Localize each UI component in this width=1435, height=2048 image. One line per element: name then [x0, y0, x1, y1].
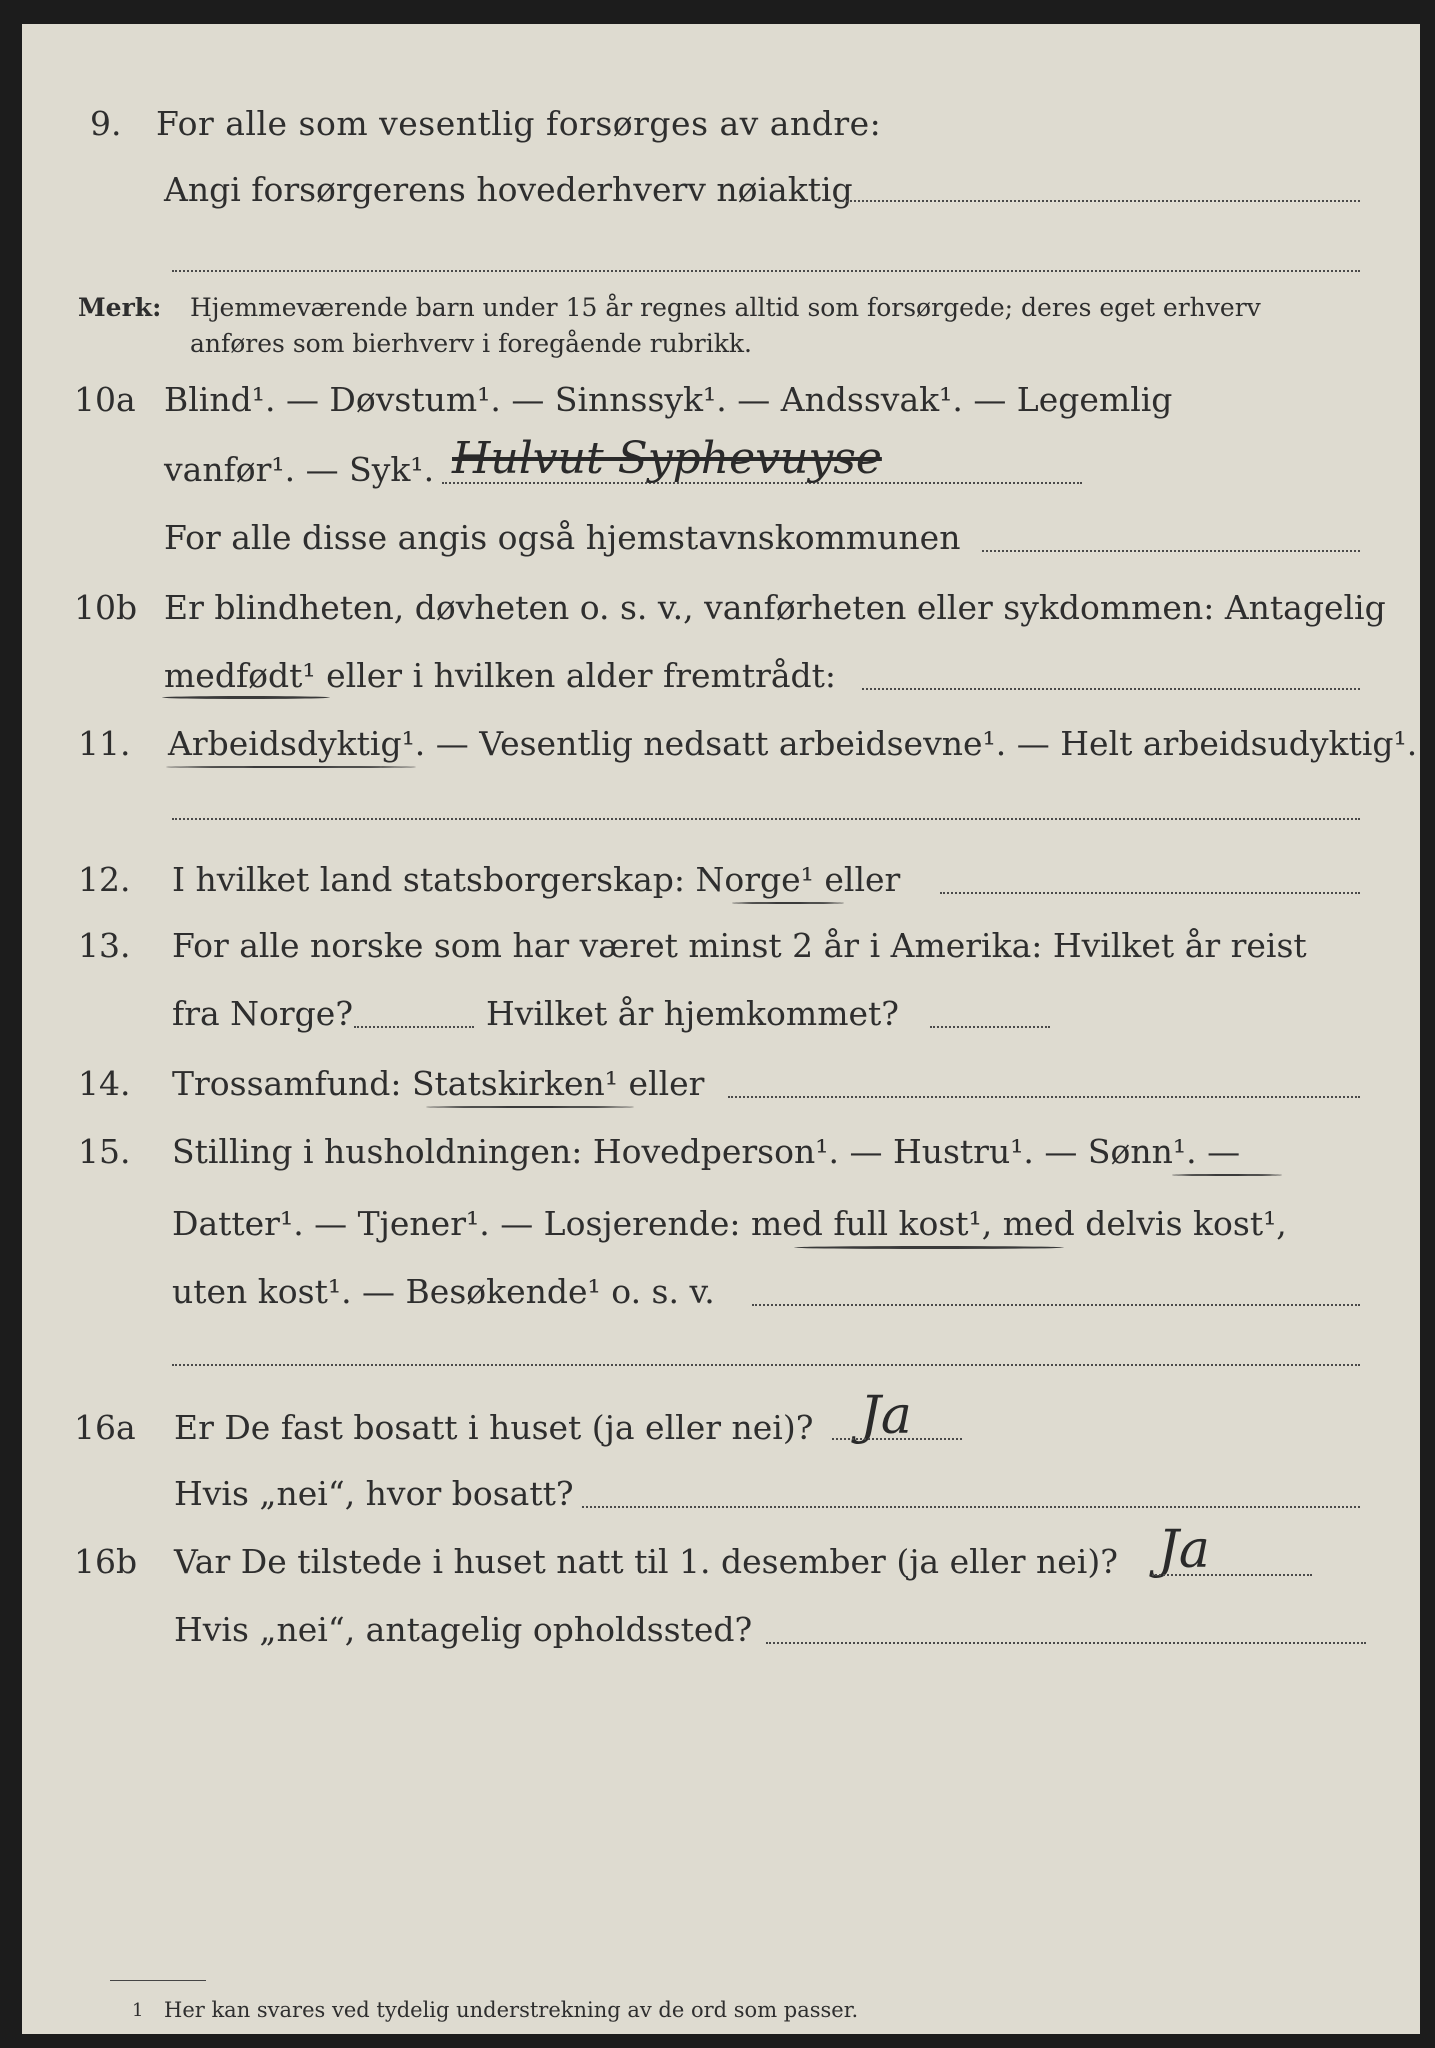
q16a-handwritten-answer: Ja — [860, 1386, 912, 1446]
q15-answer-line-2 — [172, 1364, 1360, 1366]
q16b-line1: Var De tilstede i huset natt til 1. desember (ja eller nei)? — [174, 1542, 1118, 1581]
q9-number: 9. — [90, 104, 122, 143]
q16b-handwritten-answer: Ja — [1158, 1520, 1210, 1580]
q10b-line1: Er blindheten, døvheten o. s. v., vanførheten eller sykdommen: Antagelig — [164, 588, 1386, 627]
q10b-answer-line — [862, 688, 1360, 690]
q13-return-year-line — [930, 1026, 1050, 1028]
q16a-line2: Hvis „nei“, hvor bosatt? — [174, 1474, 574, 1513]
q11-line1: Arbeidsdyktig¹. — Vesentlig nedsatt arbeidsevne¹. — Helt arbeidsudyktig¹. — [168, 724, 1418, 763]
q15-line1: Stilling i husholdningen: Hovedperson¹. — Hustru¹. — Sønn¹. — — [172, 1132, 1241, 1171]
q9-line2: Angi forsørgerens hovederhverv nøiaktig — [164, 170, 853, 209]
merk-line2: anføres som bierhverv i foregående rubrikk. — [190, 329, 752, 358]
q13-departure-year-line — [354, 1026, 474, 1028]
q15-number: 15. — [78, 1132, 131, 1171]
merk-label: Merk: — [78, 293, 162, 322]
q10a-line3: For alle disse angis også hjemstavnskommunen — [164, 518, 961, 557]
arbeidsdyktig-underline — [166, 766, 416, 768]
q10a-answer-line-2 — [982, 550, 1360, 552]
merk-line1: Hjemmeværende barn under 15 år regnes alltid som forsørgede; deres eget erhverv — [190, 293, 1261, 322]
q11-number: 11. — [78, 724, 131, 763]
q14-answer-line — [728, 1096, 1360, 1098]
statskirken-underline — [426, 1106, 634, 1108]
q12-answer-line — [940, 892, 1360, 894]
norge-underline — [732, 902, 844, 904]
q14-line1: Trossamfund: Statskirken¹ eller — [172, 1064, 705, 1103]
q16b-number: 16b — [74, 1542, 138, 1581]
q10b-line2: medfødt¹ eller i hvilken alder fremtrådt: — [164, 656, 837, 695]
q10a-line2: vanfør¹. — Syk¹. — [164, 450, 435, 489]
q9-line1: For alle som vesentlig forsørges av andre: — [156, 104, 882, 143]
q10a-handwritten-entry: Hulvut Syphevuyse — [452, 433, 882, 484]
q15-line3: uten kost¹. — Besøkende¹ o. s. v. — [172, 1272, 715, 1311]
q10b-number: 10b — [74, 588, 138, 627]
footnote-text: Her kan svares ved tydelig understrekning av de ord som passer. — [164, 1998, 859, 2022]
footnote-rule — [110, 1980, 206, 1981]
q16a-answer-line-2 — [582, 1506, 1360, 1508]
q13-line2a: fra Norge? — [172, 994, 354, 1033]
q16b-line2: Hvis „nei“, antagelig opholdssted? — [174, 1610, 753, 1649]
footnote-mark: 1 — [132, 2000, 144, 2021]
q15-line2: Datter¹. — Tjener¹. — Losjerende: med full kost¹, med delvis kost¹, — [172, 1204, 1287, 1243]
q15-answer-line — [752, 1304, 1360, 1306]
full-kost-underline — [794, 1246, 1064, 1249]
q10a-number: 10a — [74, 380, 136, 419]
q9-answer-line-2 — [172, 270, 1360, 272]
q13-number: 13. — [78, 926, 131, 965]
q9-answer-line — [842, 200, 1360, 202]
q14-number: 14. — [78, 1064, 131, 1103]
q13-line2b: Hvilket år hjemkommet? — [486, 994, 899, 1033]
q16b-answer-line — [1152, 1574, 1312, 1576]
q10a-line1: Blind¹. — Døvstum¹. — Sinnssyk¹. — Andssvak¹. — Legemlig — [164, 380, 1173, 419]
q16a-line1: Er De fast bosatt i huset (ja eller nei)? — [174, 1408, 814, 1447]
census-form-page — [22, 24, 1420, 2034]
q13-line1: For alle norske som har været minst 2 år i Amerika: Hvilket år reist — [172, 926, 1307, 965]
q16a-number: 16a — [74, 1408, 136, 1447]
q16a-answer-line — [832, 1438, 962, 1440]
sonn-underline — [1172, 1174, 1282, 1176]
q16b-answer-line-2 — [766, 1642, 1366, 1644]
q12-line1: I hvilket land statsborgerskap: Norge¹ eller — [172, 860, 901, 899]
q12-number: 12. — [78, 860, 131, 899]
q11-answer-line — [172, 818, 1360, 820]
medfodt-underline — [162, 696, 330, 699]
